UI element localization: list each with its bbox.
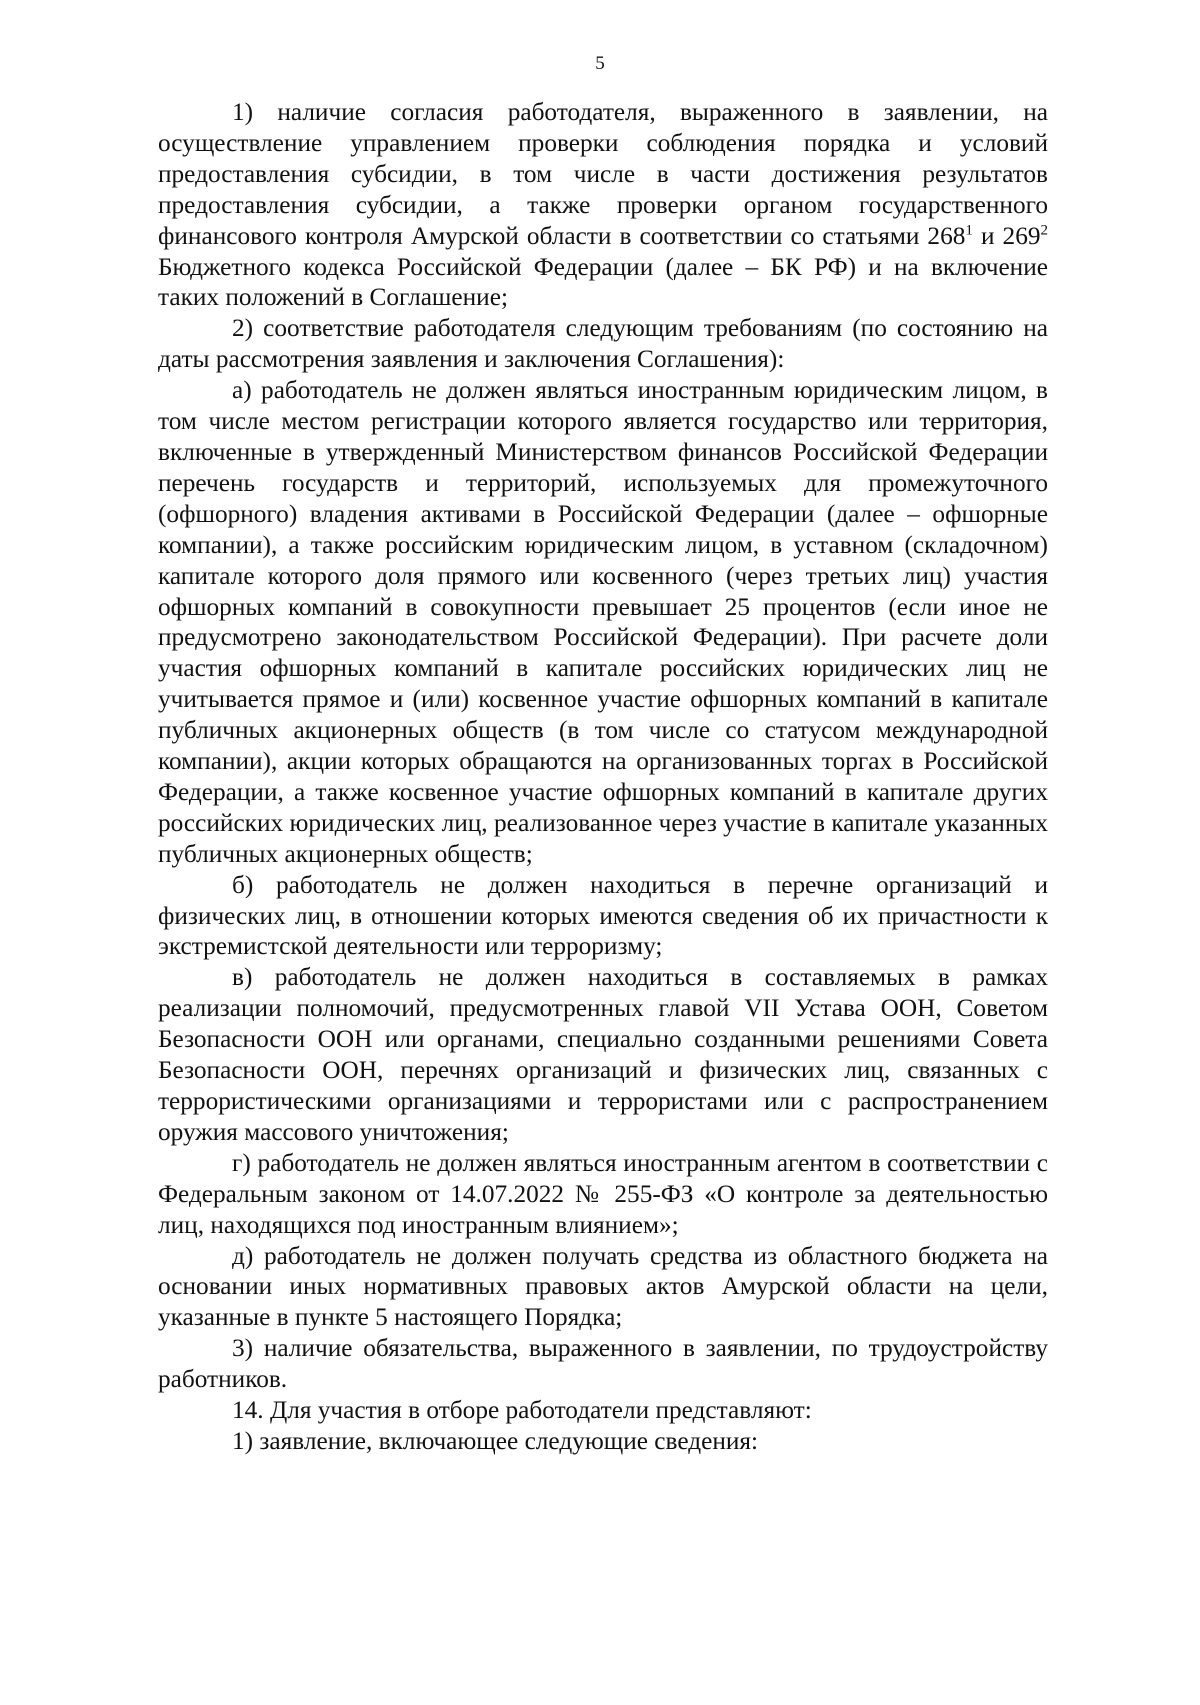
paragraph-consent-text-start: 1) наличие согласия работодателя, выраженного в заявлении, на осуществление управлением проверки соблюдения порядка и условий предоставления субсидии, в том числе в части достижения результатов предоставления субсидии, а также проверки органом государственного финансового контроля Амурской области в соответствии со статьями 268 bbox=[158, 98, 1048, 250]
paragraph-item-v: в) работодатель не должен находиться в составляемых в рамках реализации полномочий, предусмотренных главой VII Устава ООН, Советом Безопасности ООН или органами, специально созданными решениями Совета Безопасности ООН, перечнях организаций и физических лиц, связанных с террористическими организациями и террористами или с распространением оружия массового уничтожения; bbox=[158, 963, 1048, 1146]
paragraph-obligation: 3) наличие обязательства, выраженного в заявлении, по трудоустройству работников. bbox=[158, 1334, 1048, 1394]
paragraph-application: 1) заявление, включающее следующие сведения: bbox=[232, 1426, 759, 1455]
superscript-article-2: 2 bbox=[1040, 222, 1048, 239]
paragraph-requirements: 2) соответствие работодателя следующим требованиям (по состоянию на даты рассмотрения заявления и заключения Соглашения): bbox=[158, 314, 1048, 374]
paragraph-consent bbox=[158, 97, 1048, 313]
page-number: 5 bbox=[595, 53, 605, 74]
document-body bbox=[158, 97, 1048, 1457]
superscript-article-1: 1 bbox=[965, 222, 973, 239]
paragraph-item-a: а) работодатель не должен являться иностранным юридическим лицом, в том числе местом регистрации которого является государство или территория, включенные в утвержденный Министерством финансов Российской Федерации перечень государств и территорий, используемых для промежуточного (офшорного) владения активами в Российской Федерации (далее – офшорные компании), а также российским юридическим лицом, в уставном (складочном) капитале которого доля прямого или косвенного (через третьих лиц) участия офшорных компаний в совокупности превышает 25 процентов (если иное не предусмотрено законодательством Российской Федерации). При расчете доли участия офшорных компаний в капитале российских юридических лиц не учитывается прямое и (или) косвенное участие офшорных компаний в капитале публичных акционерных обществ (в том числе со статусом международной компании), акции которых обращаются на организованных торгах в Российской Федерации, а также косвенное участие офшорных компаний в капитале других российских юридических лиц, реализованное через участие в капитале указанных публичных акционерных обществ; bbox=[158, 376, 1048, 868]
paragraph-item-g: г) работодатель не должен являться иностранным агентом в соответствии с Федеральным законом от 14.07.2022 № 255-ФЗ «О контроле за деятельностью лиц, находящихся под иностранным влиянием»; bbox=[158, 1148, 1048, 1239]
paragraph-consent-text-end: Бюджетного кодекса Российской Федерации (далее – БК РФ) и на включение таких положений в Соглашение; bbox=[158, 252, 1048, 312]
paragraph-section-14: 14. Для участия в отборе работодатели представляют: bbox=[232, 1396, 812, 1425]
paragraph-item-d: д) работодатель не должен получать средства из областного бюджета на основании иных нормативных правовых актов Амурской области на цели, указанные в пункте 5 настоящего Порядка; bbox=[158, 1241, 1048, 1332]
paragraph-item-b: б) работодатель не должен находиться в перечне организаций и физических лиц, в отношении которых имеются сведения об их причастности к экстремистской деятельности или терроризму; bbox=[158, 870, 1048, 961]
paragraph-consent-text-mid: и 269 bbox=[972, 221, 1041, 250]
